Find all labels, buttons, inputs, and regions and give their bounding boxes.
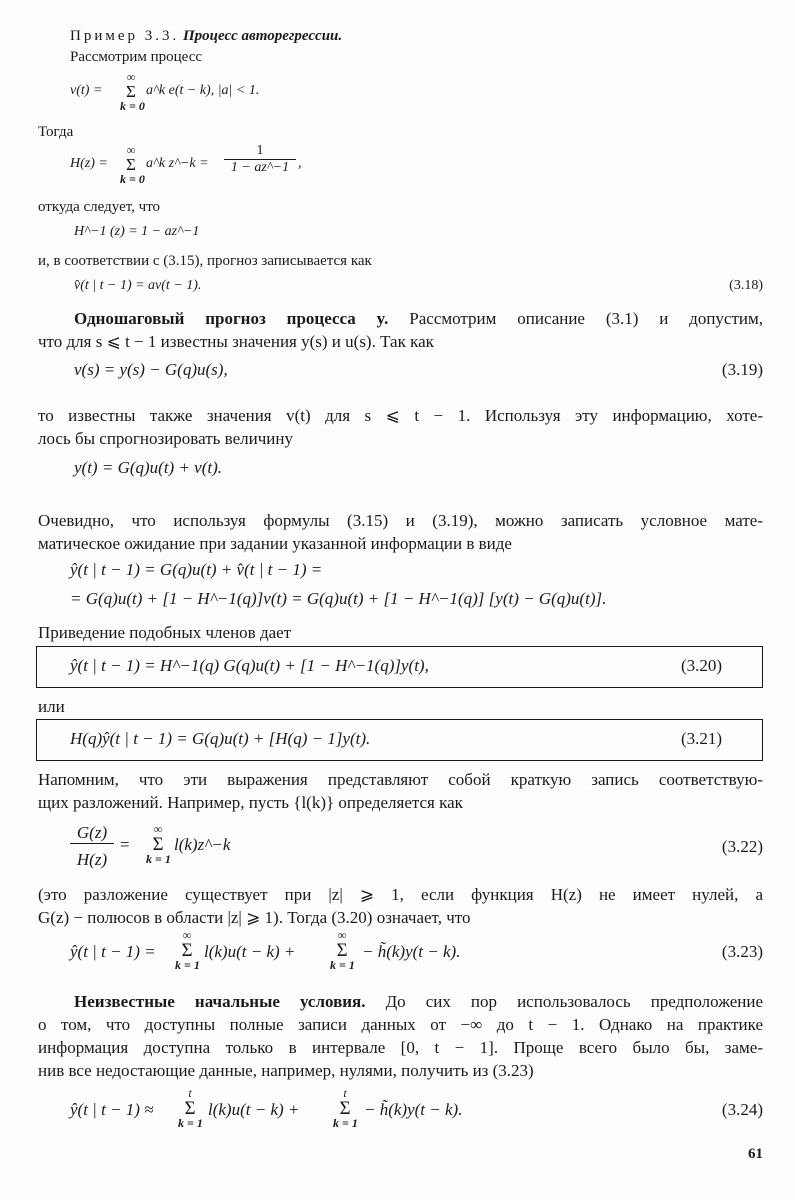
example-header (70, 28, 342, 45)
para5-line2: G(z) − полюсов в области |z| ⩾ 1). Тогда (3.20) означает, что (38, 908, 471, 927)
page-number: 61 (748, 1146, 763, 1162)
eq-3-23-lhs: ŷ(t | t − 1) = (70, 942, 156, 961)
sum-symbol: ∞ Σ k = 1 (146, 822, 171, 866)
para3-line1: Очевидно, что используя формулы (3.15) и (3.19), можно записать условное мате- (38, 511, 763, 530)
para3-line2: матическое ожидание при задании указанной информации в виде (38, 534, 512, 553)
eq-conditional-line2: = G(q)u(t) + [1 − H^−1(q)]v(t) = G(q)u(t) + [1 − H^−1(q)] [y(t) − G(q)u(t)]. (70, 589, 607, 608)
whence-text: откуда следует, что (38, 199, 161, 215)
sum-symbol: ∞ Σ k = 0 (120, 143, 145, 186)
eq-H-tail: , (298, 156, 302, 171)
eq-3-20: ŷ(t | t − 1) = H^−1(q) G(q)u(t) + [1 − H^−1(q)]y(t), (70, 656, 429, 675)
eq-number-3-24: (3.24) (721, 1100, 763, 1119)
sum-symbol: t Σ k = 1 (178, 1086, 203, 1130)
section-initial-line3: информация доступна только в интервале [0, t − 1]. Проще всего было бы, заме- (38, 1038, 763, 1057)
sum-symbol: ∞ Σ k = 1 (330, 928, 355, 972)
eq-number-3-23: (3.23) (721, 942, 763, 961)
eq-3-23-term1: l(k)u(t − k) + (204, 942, 296, 961)
then-text: Тогда (38, 124, 74, 140)
section-one-step-line1: Одношаговый прогноз процесса y. Рассмотрим описание (3.1) и допустим, (74, 309, 764, 328)
eq-3-18: v̂(t | t − 1) = av(t − 1). (74, 278, 202, 293)
example-intro: Рассмотрим процесс (70, 49, 203, 65)
collect-text: Приведение подобных членов дает (38, 623, 292, 642)
sum-symbol: ∞ Σ k = 1 (175, 928, 200, 972)
section-heading: Одношаговый прогноз процесса y. (74, 309, 389, 328)
eq-number-3-19: (3.19) (721, 360, 763, 379)
eq-number-3-20: (3.20) (681, 656, 723, 675)
eq-y: y(t) = G(q)u(t) + v(t). (74, 458, 223, 477)
example-label: Пример 3.3. (70, 28, 180, 44)
eq-H-fraction: $\frac{1}{1 - az\^{}-1}$ (224, 143, 296, 176)
eq-3-22-rhs: l(k)z^−k (174, 835, 231, 854)
sum-symbol: t Σ k = 1 (333, 1086, 358, 1130)
eq-conditional-line1: ŷ(t | t − 1) = G(q)u(t) + v̂(t | t − 1) = (70, 560, 323, 579)
para2-line1: то известны также значения v(t) для s ⩽ t − 1. Используя эту информацию, хоте- (38, 406, 763, 425)
para4-line2: щих разложений. Например, пусть {l(k)} определяется как (38, 793, 463, 812)
section-initial-line4: нив все недостающие данные, например, нулями, получить из (3.23) (38, 1061, 534, 1080)
para2-line2: лось бы спрогнозировать величину (38, 429, 293, 448)
book-page: Пример 3.3. Процесс авторегрессии. Рассмотрим процесс v(t) = ∞ Σ k = 0 a^k e(t − k), |a| < 1. Тогда H(z) = ∞ Σ k = 0 a^k z^−k = $\frac{1}{1 - az\^{}-1}$ , откуда следует, что H^−1 (z) = 1 − az^−1 и, в соответствии с (3.15), прогноз записывается как v̂(t | t − 1) = av(t − 1). (3.18) Одношаговый прогноз процесса y. Рассмотрим описание (3.1) и допустим, что для s ⩽ t − 1 известны значения y(s) и u(s). Так как v(s) = y(s) − G(q)u(s), (3.19) то известны также значения v(t) для s ⩽ t − 1. Используя эту информацию, хоте- лось бы спрогнозировать величину y(t) = G(q)u(t) + v(t). Очевидно, что используя формулы (3.15) и (3.19), можно записать условное мате- матическое ожидание при задании указанной информации в виде ŷ(t | t − 1) = G(q)u(t) + v̂(t | t − 1) = = G(q)u(t) + [1 − H^−1(q)]v(t) = G(q)u(t) + [1 − H^−1(q)] [y(t) − G(q)u(t)]. Приведение подобных членов дает ŷ(t | t − 1) = H^−1(q) G(q)u(t) + [1 − H^−1(q)]y(t), (3.20) или H(q)ŷ(t | t − 1) = G(q)u(t) + [H(q) − 1]y(t). (3.21) Напомним, что эти выражения представляют собой краткую запись соответствую- щих разложений. Например, пусть {l(k)} определяется как $\frac{G(z)}{H(z)}$ = ∞ Σ k = 1 l(k)z^−k (3.22) (это разложение существует при |z| ⩾ 1, если функция H(z) не имеет нулей, а G(z) − полюсов в области |z| ⩾ 1). Тогда (3.20) означает, что ŷ(t | t − 1) = ∞ Σ k = 1 l(k)u(t − k) + ∞ Σ k = 1 − h̃(k)y(t − k). (3.23) Неизвестные начальные условия. До сих пор использовалось предположение о том, что доступны полные записи данных от −∞ до t − 1. Однако на практике информация доступна только в интервале [0, t − 1]. Проще всего было бы, заме- нив все недостающие данные, например, нулями, получить из (3.23) ŷ(t | t − 1) ≈ t Σ k = 1 l(k)u(t − k) + t Σ k = 1 − h̃(k)y(t − k). (3.24) 61 (0, 0, 795, 1200)
eq-3-23-term2: − h̃(k)y(t − k). (362, 942, 461, 961)
eq-number-3-21: (3.21) (681, 729, 723, 748)
section-one-step-line2: что для s ⩽ t − 1 известны значения y(s) и u(s). Так как (38, 332, 434, 351)
eq-3-19: v(s) = y(s) − G(q)u(s), (74, 360, 228, 379)
or-text: или (38, 697, 65, 716)
eq-3-21: H(q)ŷ(t | t − 1) = G(q)u(t) + [H(q) − 1]y(t). (70, 729, 371, 748)
eq-v-rhs: a^k e(t − k), |a| < 1. (146, 83, 260, 98)
according-text: и, в соответствии с (3.15), прогноз записывается как (38, 253, 372, 269)
eq-3-24-term2: − h̃(k)y(t − k). (364, 1100, 463, 1119)
eq-number-3-18: (3.18) (729, 278, 763, 293)
example-title: Процесс авторегрессии. (183, 28, 343, 44)
eq-H-lhs: H(z) = (70, 156, 108, 171)
eq-v-lhs: v(t) = (70, 83, 103, 98)
eq-H-sum-term: a^k z^−k = (146, 156, 209, 171)
eq-3-24-term1: l(k)u(t − k) + (208, 1100, 300, 1119)
para4-line1: Напомним, что эти выражения представляют собой краткую запись соответствую- (38, 770, 763, 789)
eq-3-22-fraction: $\frac{G(z)}{H(z)}$ (70, 823, 114, 870)
section-initial-line1: Неизвестные начальные условия. До сих пор использовалось предположение (74, 992, 764, 1011)
section-initial-line2: о том, что доступны полные записи данных от −∞ до t − 1. Однако на практике (38, 1015, 763, 1034)
eq-3-24-lhs: ŷ(t | t − 1) ≈ (70, 1100, 154, 1119)
eq-number-3-22: (3.22) (721, 837, 763, 856)
eq-H-inverse: H^−1 (z) = 1 − az^−1 (74, 224, 200, 239)
section-heading: Неизвестные начальные условия. (74, 992, 366, 1011)
sum-symbol: ∞ Σ k = 0 (120, 70, 145, 113)
para5-line1: (это разложение существует при |z| ⩾ 1, если функция H(z) не имеет нулей, а (38, 885, 763, 904)
